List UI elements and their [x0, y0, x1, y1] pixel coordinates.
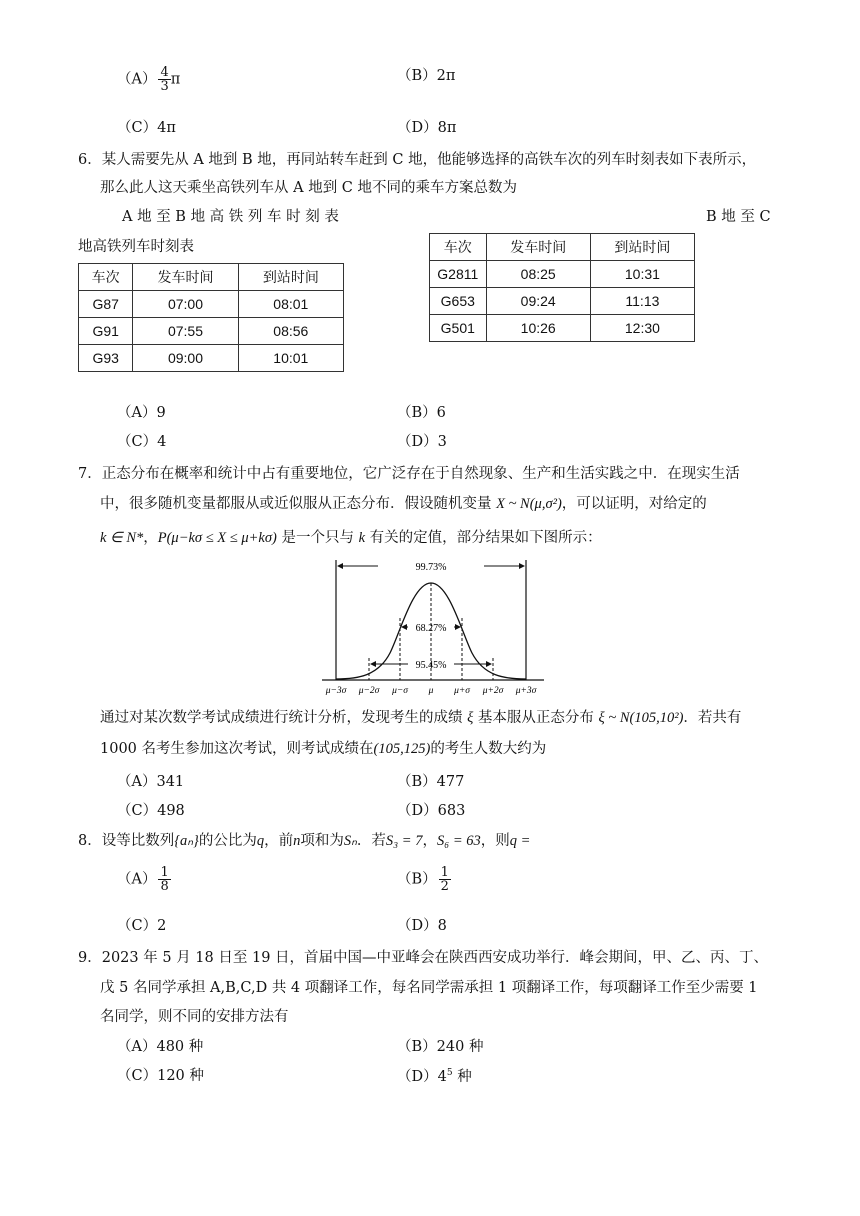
q8-option-b: （B） $\frac{1}{2}$ [397, 865, 449, 894]
q8-option-c: （C）2 [117, 918, 167, 934]
axis-label: μ+σ [454, 686, 470, 696]
q6-option-b: （B）6 [397, 405, 446, 421]
fraction: $\frac{1}{2}$ [440, 865, 449, 894]
q9-line3: 名同学，则不同的安排方法有 [100, 1009, 289, 1025]
axis-label: μ−σ [392, 686, 408, 696]
q9-line1: 9．2023 年 5 月 18 日至 19 日，首届中国—中亚峰会在陕西西安成功举行．峰会期间，甲、乙、丙、丁、 [78, 950, 769, 966]
q5-option-d: （D）8π [397, 120, 457, 136]
q7-line2: 中，很多随机变量都服从或近似服从正态分布．假设随机变量 X ~ N(μ,σ²)，可以证明，对给定的 [100, 496, 707, 512]
q9-option-b: （B）240 种 [397, 1039, 484, 1055]
axis-label: μ+2σ [482, 686, 504, 696]
table-row: G2811 08:25 10:31 [430, 261, 695, 288]
q9-option-c: （C）120 种 [117, 1068, 204, 1084]
fraction: $\frac{1}{8}$ [160, 865, 169, 894]
q5-option-b: （B）2π [397, 68, 456, 84]
table-row: G87 07:00 08:01 [79, 291, 344, 318]
q7-option-b: （B）477 [397, 774, 465, 790]
axis-label: μ−3σ [325, 686, 347, 696]
pct-mid-label: 95.45% [415, 660, 447, 671]
table-header-row: 车次 发车时间 到站时间 [430, 234, 695, 261]
q6-line1: 6．某人需要先从 A 地到 B 地，再同站转车赶到 C 地，他能够选择的高铁车次的列车时刻表如下表所示， [78, 152, 757, 168]
q6-option-a: （A）9 [117, 405, 166, 421]
axis-label: μ+3σ [515, 686, 537, 696]
table-bc-title: B 地 至 C [706, 209, 771, 225]
q6-option-c: （C）4 [117, 434, 167, 450]
q5-option-a: （A） $\frac{4}{3}$ π [117, 65, 181, 94]
q7-option-d: （D）683 [397, 803, 466, 819]
pct-inner-label: 68.27% [415, 623, 447, 634]
table-row: G93 09:00 10:01 [79, 345, 344, 372]
pct-outer-label: 99.73% [415, 562, 447, 573]
q5-option-c: （C）4π [117, 120, 176, 136]
table-row: G653 09:24 11:13 [430, 288, 695, 315]
q9-option-d: $(D)4^5$ 种 [397, 1068, 472, 1085]
timetable-ab [78, 263, 344, 372]
table-header-row: 车次 发车时间 到站时间 [79, 264, 344, 291]
q7-line5: 1000 名考生参加这次考试，则考试成绩在(105,125)的考生人数大约为 [100, 741, 547, 757]
q7-option-c: （C）498 [117, 803, 185, 819]
fraction: $\frac{4}{3}$ [160, 65, 169, 94]
q9-option-a: （A）480 种 [117, 1039, 204, 1055]
q8-option-d: （D）8 [397, 918, 447, 934]
q8-line1: 8．设等比数列{aₙ}的公比为q，前n项和为Sₙ．若S₃ = 7，S₆ = 63，则q = [78, 833, 531, 849]
timetable-bc [429, 233, 695, 342]
table-bc-title-cont: 地高铁列车时刻表 [78, 239, 194, 255]
axis-label: μ−2σ [358, 686, 380, 696]
q6-line2: 那么此人这天乘坐高铁列车从 A 地到 C 地不同的乘车方案总数为 [100, 180, 518, 196]
q7-line3: k ∈ N*，P(μ−kσ ≤ X ≤ μ+kσ) 是一个只与 k 有关的定值，部分结果如下图所示： [100, 530, 602, 546]
q7-option-a: （A）341 [117, 774, 185, 790]
normal-distribution-figure [318, 558, 550, 698]
q7-line1: 7．正态分布在概率和统计中占有重要地位，它广泛存在于自然现象、生产和生活实践之中．在现实生活 [78, 466, 740, 482]
q8-option-a: （A） $\frac{1}{8}$ [117, 865, 169, 894]
table-ab-title: A 地 至 B 地 高 铁 列 车 时 刻 表 [122, 209, 339, 225]
axis-label: μ [428, 686, 434, 696]
q7-line4: 通过对某次数学考试成绩进行统计分析，发现考生的成绩 ξ 基本服从正态分布 ξ ~ N(105,10²)．若共有 [100, 710, 742, 726]
table-row: G91 07:55 08:56 [79, 318, 344, 345]
table-row: G501 10:26 12:30 [430, 315, 695, 342]
q6-option-d: （D）3 [397, 434, 447, 450]
q9-line2: 戊 5 名同学承担 A,B,C,D 共 4 项翻译工作，每名同学需承担 1 项翻译工作，每项翻译工作至少需要 1 [100, 980, 758, 996]
